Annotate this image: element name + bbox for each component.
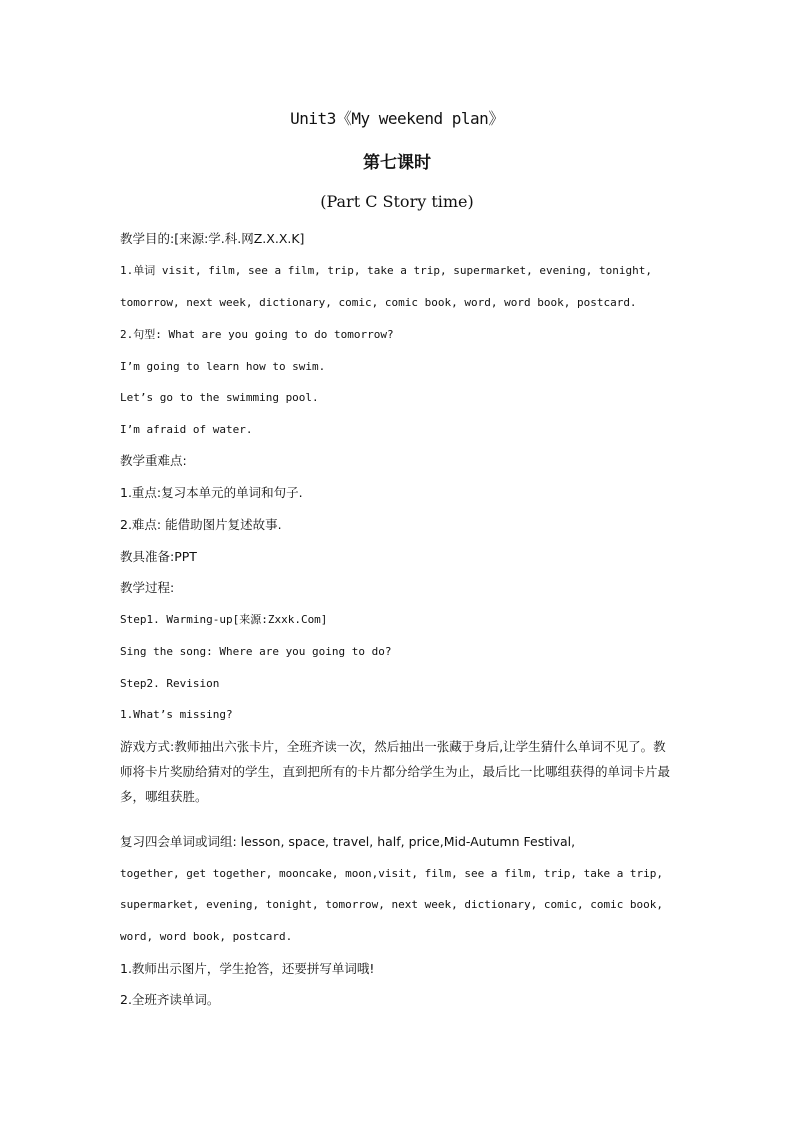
review-words-line-1: 复习四会单词或词组: lesson, space, travel, half, price,Mid-Autumn Festival, <box>120 834 576 849</box>
sentence-1: I’m going to learn how to swim. <box>120 360 326 373</box>
process-heading: 教学过程: <box>120 580 175 595</box>
review-words-line-3: supermarket, evening, tonight, tomorrow, next week, dictionary, comic, comic book, <box>120 898 664 911</box>
activity-1: 1.教师出示图片，学生抢答，还要拼写单词哦! <box>120 961 375 976</box>
activity-2: 2.全班齐读单词。 <box>120 992 220 1007</box>
unit-title: Unit3《My weekend plan》 <box>290 109 504 128</box>
sentences-heading: 2.句型: What are you going to do tomorrow? <box>120 328 394 341</box>
game-title: 1.What’s missing? <box>120 708 233 721</box>
review-words-line-4: word, word book, postcard. <box>120 930 293 943</box>
words-line-2: tomorrow, next week, dictionary, comic, comic book, word, word book, postcard. <box>120 296 637 309</box>
key-point-1: 1.重点:复习本单元的单词和句子. <box>120 485 303 500</box>
review-words-line-2: together, get together, mooncake, moon,visit, film, see a film, trip, take a trip, <box>120 867 664 880</box>
words-line-1: 1.单词 visit, film, see a film, trip, take a trip, supermarket, evening, tonight, <box>120 264 652 277</box>
key-point-2: 2.难点: 能借助图片复述故事. <box>120 517 282 532</box>
objectives-heading: 教学目的:[来源:学.科.网Z.X.X.K] <box>120 231 305 246</box>
key-points-heading: 教学重难点: <box>120 453 187 468</box>
part-title: (Part C Story time) <box>320 192 474 211</box>
step-1-heading: Step1. Warming-up[来源:Zxxk.Com] <box>120 613 328 626</box>
step-2-heading: Step2. Revision <box>120 677 220 690</box>
game-rules-paragraph: 游戏方式:教师抽出六张卡片，全班齐读一次，然后抽出一张藏于身后,让学生猜什么单词不见了。教师将卡片奖励给猜对的学生，直到把所有的卡片都分给学生为止，最后比一比哪组获得的单词卡片最多，哪组获胜。 <box>120 739 671 804</box>
sentence-3: I’m afraid of water. <box>120 423 253 436</box>
step-1-detail: Sing the song: Where are you going to do? <box>120 645 392 658</box>
sentence-2: Let’s go to the swimming pool. <box>120 391 319 404</box>
materials: 教具准备:PPT <box>120 549 197 564</box>
lesson-title: 第七课时 <box>363 153 431 173</box>
